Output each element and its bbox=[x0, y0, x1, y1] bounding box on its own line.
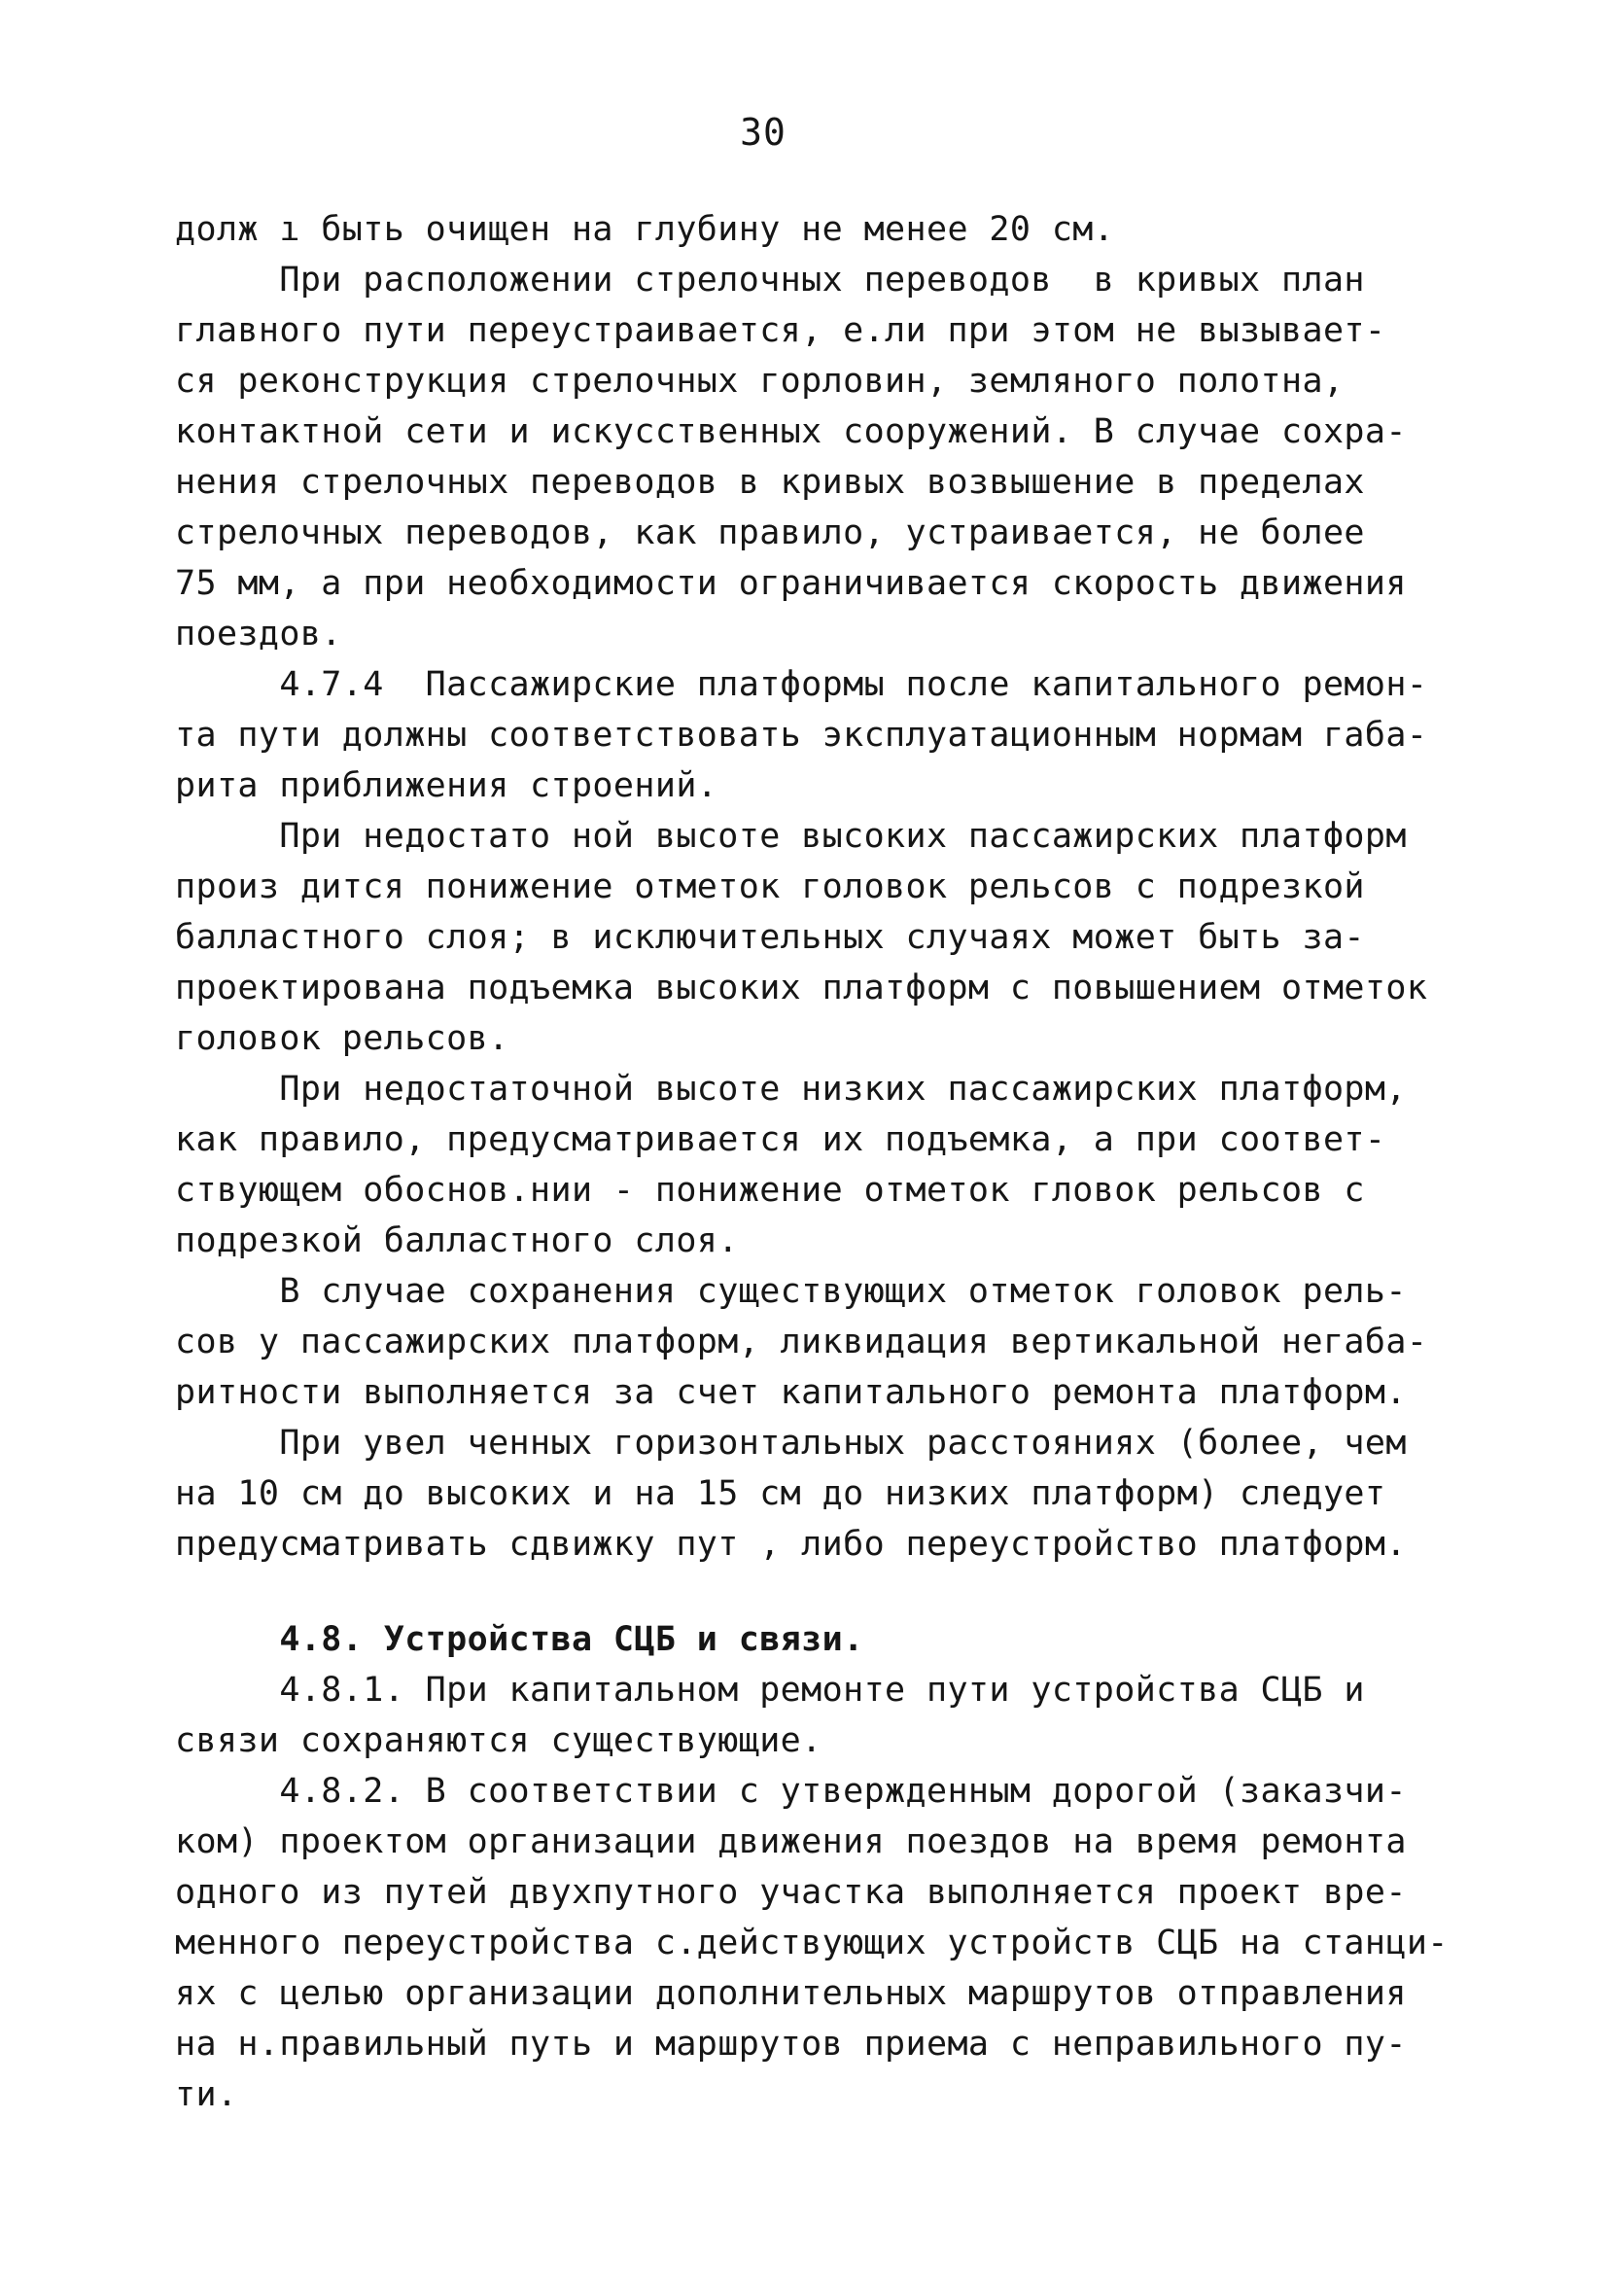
text-line: При недостато ной высоте высоких пассажирских платформ bbox=[175, 817, 1407, 856]
text-line: подрезкой балластного слоя. bbox=[175, 1221, 739, 1260]
text-line: ритности выполняется за счет капитального ремонта платформ. bbox=[175, 1373, 1407, 1412]
text-line: связи сохраняются существующие. bbox=[175, 1721, 822, 1760]
text-line: В случае сохранения существующих отметок головок рель- bbox=[175, 1272, 1407, 1311]
text-line: 75 мм, а при необходимости ограничивается скорость движения bbox=[175, 564, 1407, 603]
text-line: сов у пассажирских платформ, ликвидация вертикальной негаба- bbox=[175, 1323, 1428, 1361]
text-line: менного переустройства с.действующих устройств СЦБ на станци- bbox=[175, 1924, 1449, 1962]
text-line: произ дится понижение отметок головок рельсов с подрезкой bbox=[175, 867, 1365, 906]
text-line: При расположении стрелочных переводов в кривых план bbox=[175, 261, 1365, 300]
text-line: ком) проектом организации движения поездов на время ремонта bbox=[175, 1822, 1407, 1861]
text-line: предусматривать сдвижку пут , либо переустройство платформ. bbox=[175, 1525, 1407, 1564]
text-line: При увел ченных горизонтальных расстояниях (более, чем bbox=[175, 1424, 1407, 1463]
text-line: проектирована подъемка высоких платформ с повышением отметок bbox=[175, 969, 1428, 1007]
text-line: 4.8.1. При капитальном ремонте пути устройства СЦБ и bbox=[175, 1671, 1365, 1710]
text-line: ях с целью организации дополнительных маршрутов отправления bbox=[175, 1974, 1407, 2013]
text-line: на н.правильный путь и маршрутов приема с неправильного пу- bbox=[175, 2025, 1407, 2064]
text-line: та пути должны соответствовать эксплуатационным нормам габа- bbox=[175, 716, 1428, 755]
text-line: на 10 см до высоких и на 15 см до низких платформ) следует bbox=[175, 1474, 1386, 1513]
text-line: главного пути переустраивается, е.ли при этом не вызывает- bbox=[175, 311, 1386, 350]
text-line: головок рельсов. bbox=[175, 1019, 509, 1058]
text-line: 4.8.2. В соответствии с утвержденным дорогой (заказчи- bbox=[175, 1772, 1407, 1811]
text-line: поездов. bbox=[175, 615, 342, 653]
page-number: 30 bbox=[740, 111, 787, 154]
text-line: нения стрелочных переводов в кривых возвышение в пределах bbox=[175, 463, 1365, 502]
text-line: стрелочных переводов, как правило, устраивается, не более bbox=[175, 513, 1365, 552]
text-line: рита приближения строений. bbox=[175, 766, 718, 805]
text-line: 4.7.4 Пассажирские платформы после капитального ремон- bbox=[175, 665, 1428, 704]
text-line: ся реконструкция стрелочных горловин, земляного полотна, bbox=[175, 362, 1345, 401]
text-line: ствующем обоснов.нии - понижение отметок гловок рельсов с bbox=[175, 1171, 1365, 1210]
text-line: долж ı быть очищен на глубину не менее 20 см. bbox=[175, 210, 1115, 249]
text-line: одного из путей двухпутного участка выполняется проект вре- bbox=[175, 1873, 1407, 1912]
section-gap bbox=[175, 1570, 1468, 1614]
text-line: При недостаточной высоте низких пассажирских платформ, bbox=[175, 1070, 1407, 1109]
text-line: как правило, предусматривается их подъемка, а при соответ- bbox=[175, 1120, 1386, 1159]
text-line: балластного слоя; в исключительных случаях может быть за- bbox=[175, 918, 1365, 957]
text-line: контактной сети и искусственных сооружений. В случае сохра- bbox=[175, 412, 1407, 451]
body-text bbox=[175, 204, 1468, 2120]
section-heading: 4.8. Устройства СЦБ и связи. bbox=[175, 1620, 864, 1659]
text-line: ти. bbox=[175, 2075, 238, 2114]
